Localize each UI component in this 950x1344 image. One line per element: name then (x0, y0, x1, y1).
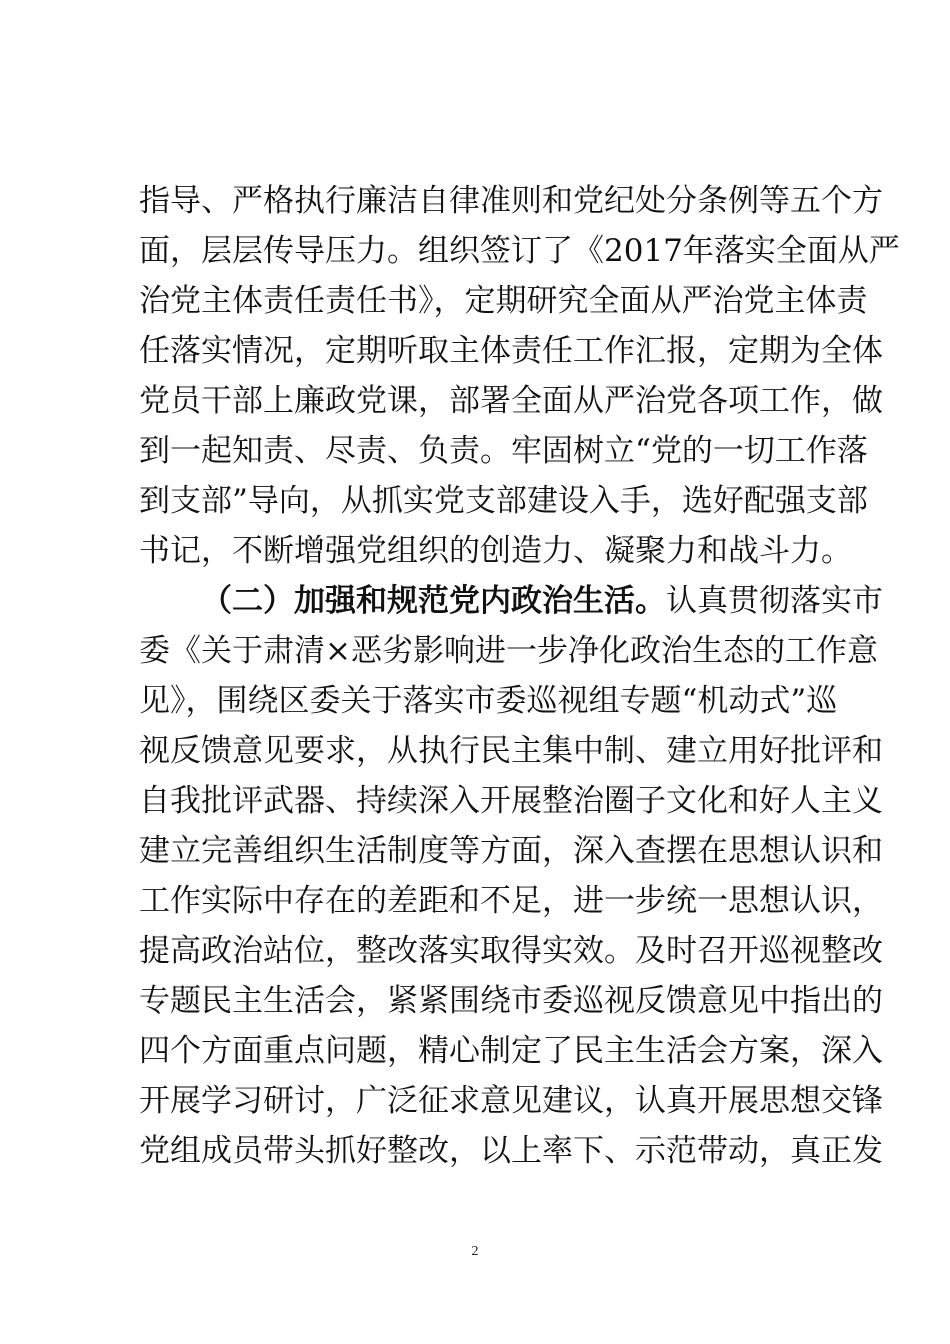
paragraph-line: 委《关于肃清×恶劣影响进一步净化政治生态的工作意 (139, 633, 878, 669)
paragraph-line: 党员干部上廉政党课，部署全面从严治党各项工作，做 (139, 383, 883, 419)
page-number: 2 (471, 1244, 479, 1259)
paragraph-line: 任落实情况，定期听取主体责任工作汇报，定期为全体 (139, 333, 883, 369)
paragraph-line: 到支部”导向，从抓实党支部建设入手，选好配强支部 (139, 483, 868, 519)
paragraph-line: 视反馈意见要求，从执行民主集中制、建立用好批评和 (139, 733, 883, 769)
paragraph-line: 专题民主生活会，紧紧围绕市委巡视反馈意见中指出的 (139, 983, 883, 1019)
paragraph-line: 党组成员带头抓好整改，以上率下、示范带动，真正发 (139, 1133, 883, 1169)
paragraph-line: 提高政治站位，整改落实取得实效。及时召开巡视整改 (139, 933, 883, 969)
paragraph-line: 面，层层传导压力。组织签订了《2017年落实全面从严 (139, 233, 900, 269)
section-heading: （二）加强和规范党内政治生活。 (201, 583, 666, 619)
section-first-line-text: 认真贯彻落实市 (666, 583, 883, 619)
paragraph-line: 书记，不断增强党组织的创造力、凝聚力和战斗力。 (139, 533, 852, 569)
paragraph-line: 建立完善组织生活制度等方面，深入查摆在思想认识和 (139, 833, 883, 869)
paragraph-line: 工作实际中存在的差距和不足，进一步统一思想认识， (139, 883, 883, 919)
paragraph-line: 治党主体责任责任书》，定期研究全面从严治党主体责 (139, 283, 868, 319)
paragraph-line: 指导、严格执行廉洁自律准则和党纪处分条例等五个方 (139, 183, 883, 219)
paragraph-line: 自我批评武器、持续深入开展整治圈子文化和好人主义 (139, 783, 883, 819)
document-body (139, 176, 900, 1176)
paragraph-line: 到一起知责、尽责、负责。牢固树立“党的一切工作落 (139, 433, 868, 469)
paragraph-line: 见》，围绕区委关于落实市委巡视组专题“机动式”巡 (139, 683, 838, 719)
paragraph-line: 四个方面重点问题，精心制定了民主生活会方案，深入 (139, 1033, 883, 1069)
section-first-line (139, 576, 883, 626)
paragraph-line: 开展学习研讨，广泛征求意见建议，认真开展思想交锋 (139, 1083, 883, 1119)
